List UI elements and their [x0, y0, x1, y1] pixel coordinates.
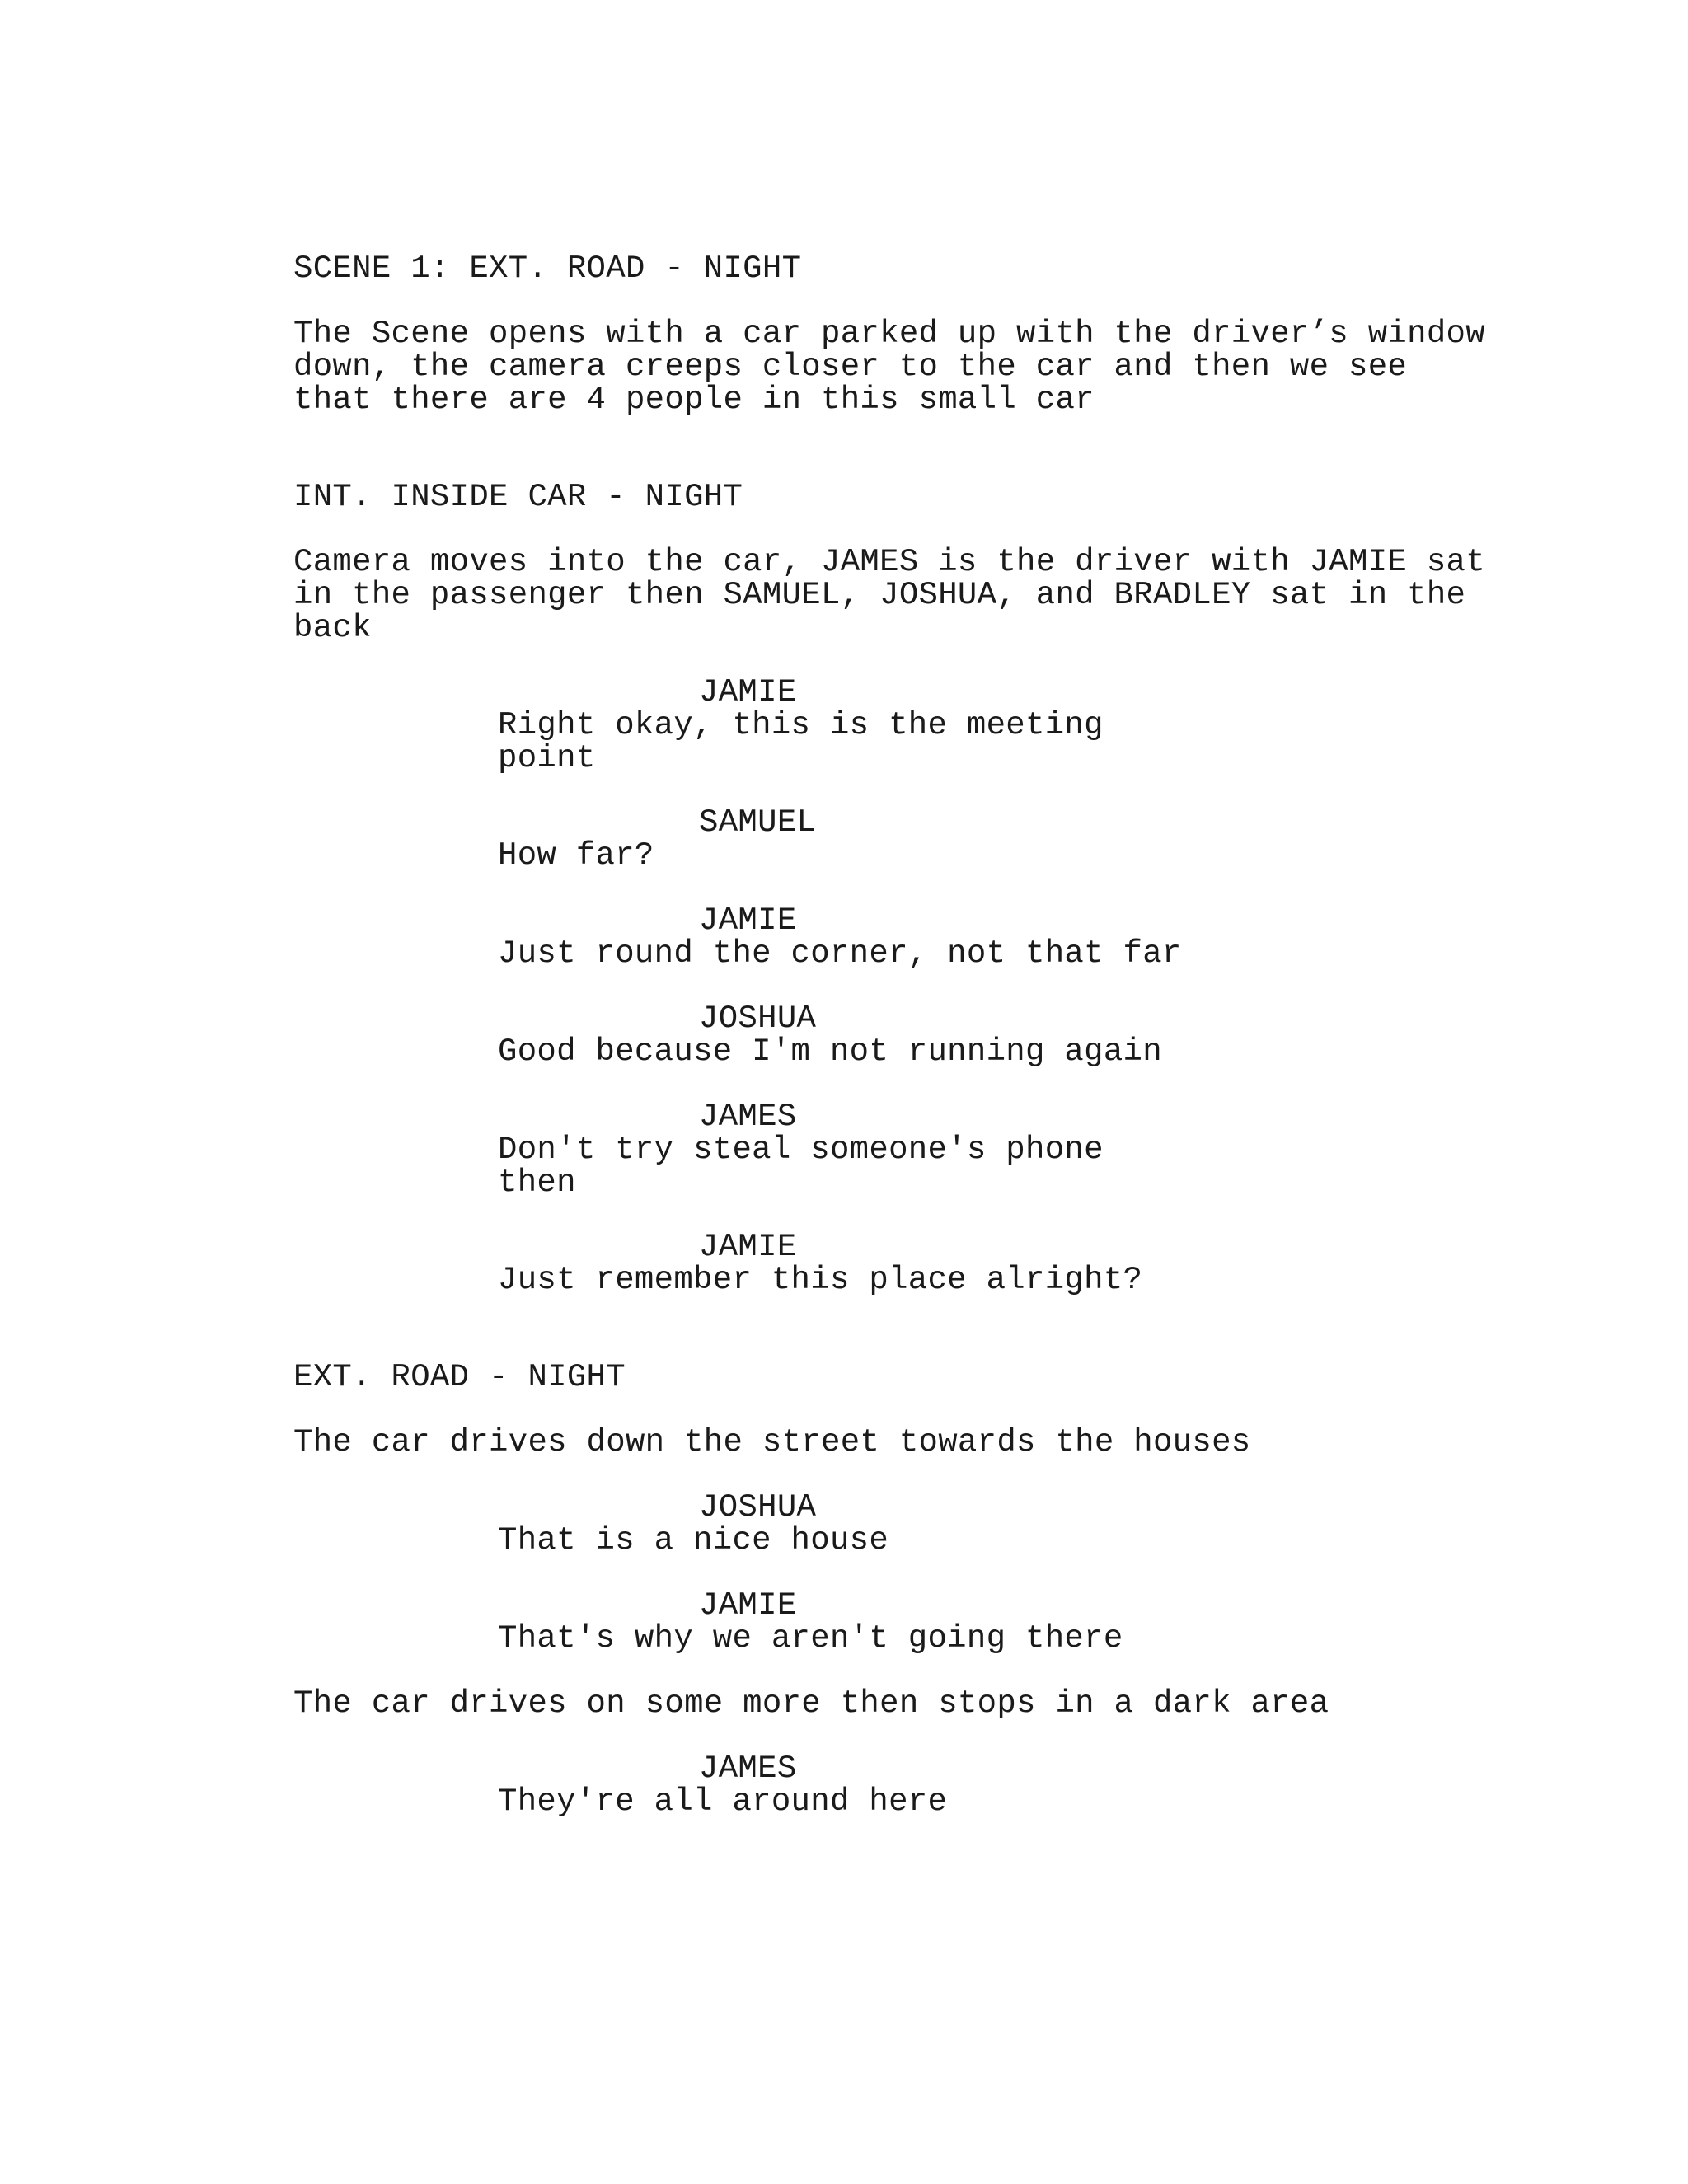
dialogue-line: Right okay, this is the meeting	[498, 707, 1104, 743]
dialogue-line: Don't try steal someone's phone	[498, 1132, 1104, 1168]
action-line: Camera moves into the car, JAMES is the driver with JAMIE sat	[293, 544, 1485, 580]
dialogue-line: point	[498, 740, 596, 776]
character-name: JAMIE	[699, 1587, 797, 1624]
character-name: JOSHUA	[699, 1001, 817, 1037]
dialogue-line: Just round the corner, not that far	[498, 935, 1182, 972]
action-line: back	[293, 610, 372, 646]
character-name: JAMES	[699, 1099, 797, 1135]
action-line: down, the camera creeps closer to the car and then we see	[293, 349, 1408, 385]
character-name: JOSHUA	[699, 1489, 817, 1526]
dialogue-block	[498, 709, 1104, 775]
dialogue-line: Just remember this place alright?	[498, 1262, 1143, 1298]
scene-heading: INT. INSIDE CAR - NIGHT	[293, 479, 743, 515]
action-line: in the passenger then SAMUEL, JOSHUA, and BRADLEY sat in the	[293, 577, 1466, 613]
action-line: The car drives on some more then stops in a dark area	[293, 1685, 1329, 1722]
dialogue-block	[498, 839, 654, 872]
character-name: JAMIE	[699, 674, 797, 710]
character-name: JAMIE	[699, 902, 797, 939]
action-block	[293, 317, 1485, 416]
character-name: SAMUEL	[699, 804, 817, 841]
dialogue-block	[498, 1622, 1123, 1655]
character-name: JAMIE	[699, 1229, 797, 1265]
dialogue-block	[498, 1133, 1104, 1199]
action-line: that there are 4 people in this small car	[293, 382, 1095, 418]
dialogue-line: That's why we aren't going there	[498, 1620, 1123, 1657]
dialogue-line: then	[498, 1165, 576, 1201]
action-line: The car drives down the street towards the houses	[293, 1424, 1251, 1460]
action-block	[293, 546, 1485, 644]
dialogue-block	[498, 1263, 1142, 1296]
dialogue-line: That is a nice house	[498, 1522, 889, 1558]
dialogue-line: They're all around here	[498, 1783, 948, 1820]
character-name: JAMES	[699, 1750, 797, 1787]
scene-heading: SCENE 1: EXT. ROAD - NIGHT	[293, 251, 802, 287]
dialogue-line: How far?	[498, 837, 654, 874]
dialogue-block	[498, 937, 1182, 970]
scene-heading: EXT. ROAD - NIGHT	[293, 1359, 626, 1395]
dialogue-block	[498, 1785, 947, 1818]
dialogue-line: Good because I'm not running again	[498, 1033, 1162, 1070]
dialogue-block	[498, 1524, 889, 1557]
dialogue-block	[498, 1035, 1162, 1068]
action-line: The Scene opens with a car parked up with the driver’s window	[293, 316, 1485, 352]
